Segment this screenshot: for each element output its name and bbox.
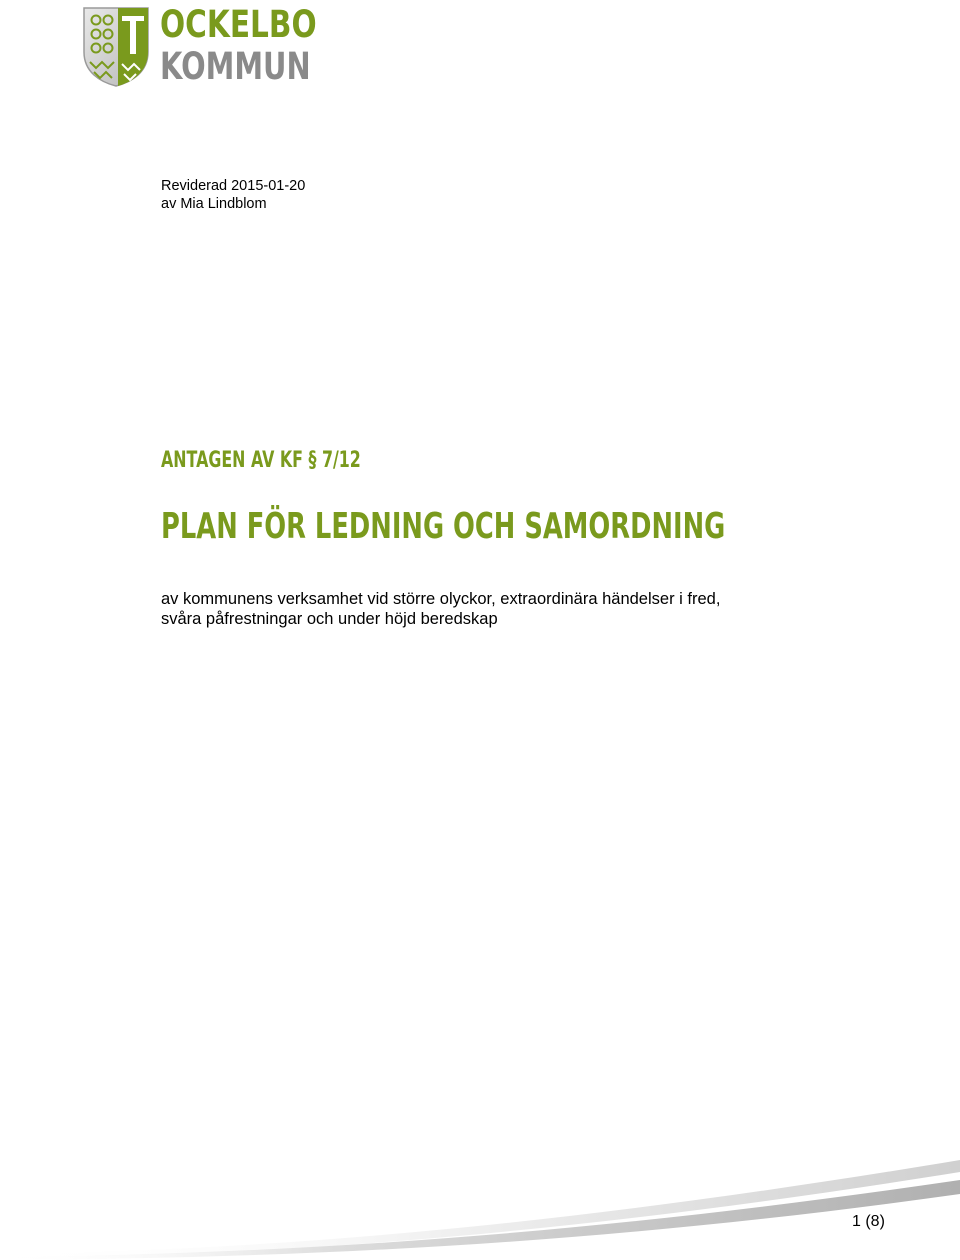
coat-of-arms-icon (82, 6, 150, 88)
page-number: 1 (8) (852, 1213, 885, 1230)
adopted-label: ANTAGEN AV KF § 7/12 (161, 448, 361, 473)
ockelbo-kommun-logo (82, 3, 317, 88)
logo-text-kommun: KOMMUN (160, 45, 311, 88)
document-subtitle (161, 589, 720, 629)
revision-author: av Mia Lindblom (161, 196, 267, 212)
revision-date: Reviderad 2015-01-20 (161, 178, 306, 194)
subtitle-line-1: av kommunens verksamhet vid större olyckor, extraordinära händelser i fred, (161, 590, 721, 608)
subtitle-line-2: svåra påfrestningar och under höjd beredskap (161, 610, 498, 628)
revision-info (161, 177, 305, 213)
document-title: PLAN FÖR LEDNING OCH SAMORDNING (161, 506, 726, 547)
logo-text-ockelbo: OCKELBO (160, 3, 317, 46)
footer-swoosh-graphic (0, 1150, 960, 1260)
